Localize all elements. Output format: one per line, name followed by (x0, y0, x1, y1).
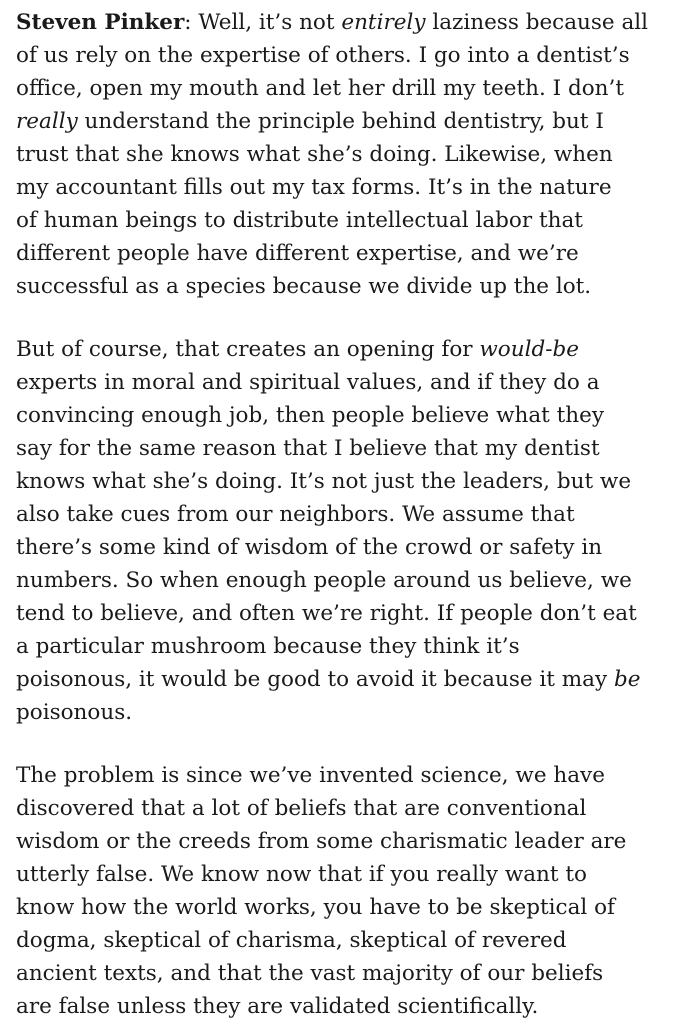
text-run: laziness because all (425, 10, 649, 35)
text-line: dogma, skeptical of charisma, skeptical of revered (16, 928, 567, 953)
text-line: say for the same reason that I believe that my dentist (16, 436, 600, 461)
text-line: knows what she’s doing. It’s not just the leaders, but we (16, 469, 632, 494)
text-line: successful as a species because we divide up the lot. (16, 274, 592, 299)
text-run: : Well, it’s not (184, 10, 342, 35)
text-line: know how the world works, you have to be skeptical of (16, 895, 615, 920)
text-line: discovered that a lot of beliefs that are conventional (16, 796, 587, 821)
text-line: trust that she knows what she’s doing. Likewise, when (16, 142, 613, 167)
text-run: poisonous, it would be good to avoid it because it may (16, 667, 614, 692)
text-line: are false unless they are validated scientifically. (16, 994, 539, 1019)
text-line (16, 333, 662, 366)
text-line: there’s some kind of wisdom of the crowd or safety in (16, 535, 603, 560)
text-line: office, open my mouth and let her drill my teeth. I don’t (16, 76, 624, 101)
text-line: also take cues from our neighbors. We assume that (16, 502, 575, 527)
text-line (16, 105, 662, 138)
text-line: of us rely on the expertise of others. I go into a dentist’s (16, 43, 630, 68)
emphasis-text: really (16, 109, 78, 134)
text-line (16, 6, 662, 39)
text-line: experts in moral and spiritual values, and if they do a (16, 370, 600, 395)
text-line: wisdom or the creeds from some charismatic leader are (16, 829, 627, 854)
text-line: utterly false. We know now that if you really want to (16, 862, 587, 887)
paragraph-3 (16, 759, 662, 1023)
emphasis-text: would-be (479, 337, 579, 362)
speaker-name: Steven Pinker (16, 10, 185, 35)
text-line: numbers. So when enough people around us believe, we (16, 568, 632, 593)
text-line: different people have different expertise, and we’re (16, 241, 579, 266)
text-line: convincing enough job, then people believe what they (16, 403, 604, 428)
text-run: But of course, that creates an opening for (16, 337, 480, 362)
text-line: tend to believe, and often we’re right. If people don’t eat (16, 601, 637, 626)
paragraph-2 (16, 333, 662, 729)
text-line (16, 663, 662, 696)
emphasis-text: be (613, 667, 641, 692)
text-line: ancient texts, and that the vast majority of our beliefs (16, 961, 604, 986)
text-line: The problem is since we’ve invented science, we have (16, 763, 605, 788)
text-line: a particular mushroom because they think it’s (16, 634, 520, 659)
text-line: of human beings to distribute intellectual labor that (16, 208, 583, 233)
paragraph-1 (16, 6, 662, 303)
text-line: my accountant fills out my tax forms. It’s in the nature (16, 175, 612, 200)
emphasis-text: entirely (341, 10, 426, 35)
text-run: understand the principle behind dentistry, but I (77, 109, 604, 134)
text-line: poisonous. (16, 700, 133, 725)
